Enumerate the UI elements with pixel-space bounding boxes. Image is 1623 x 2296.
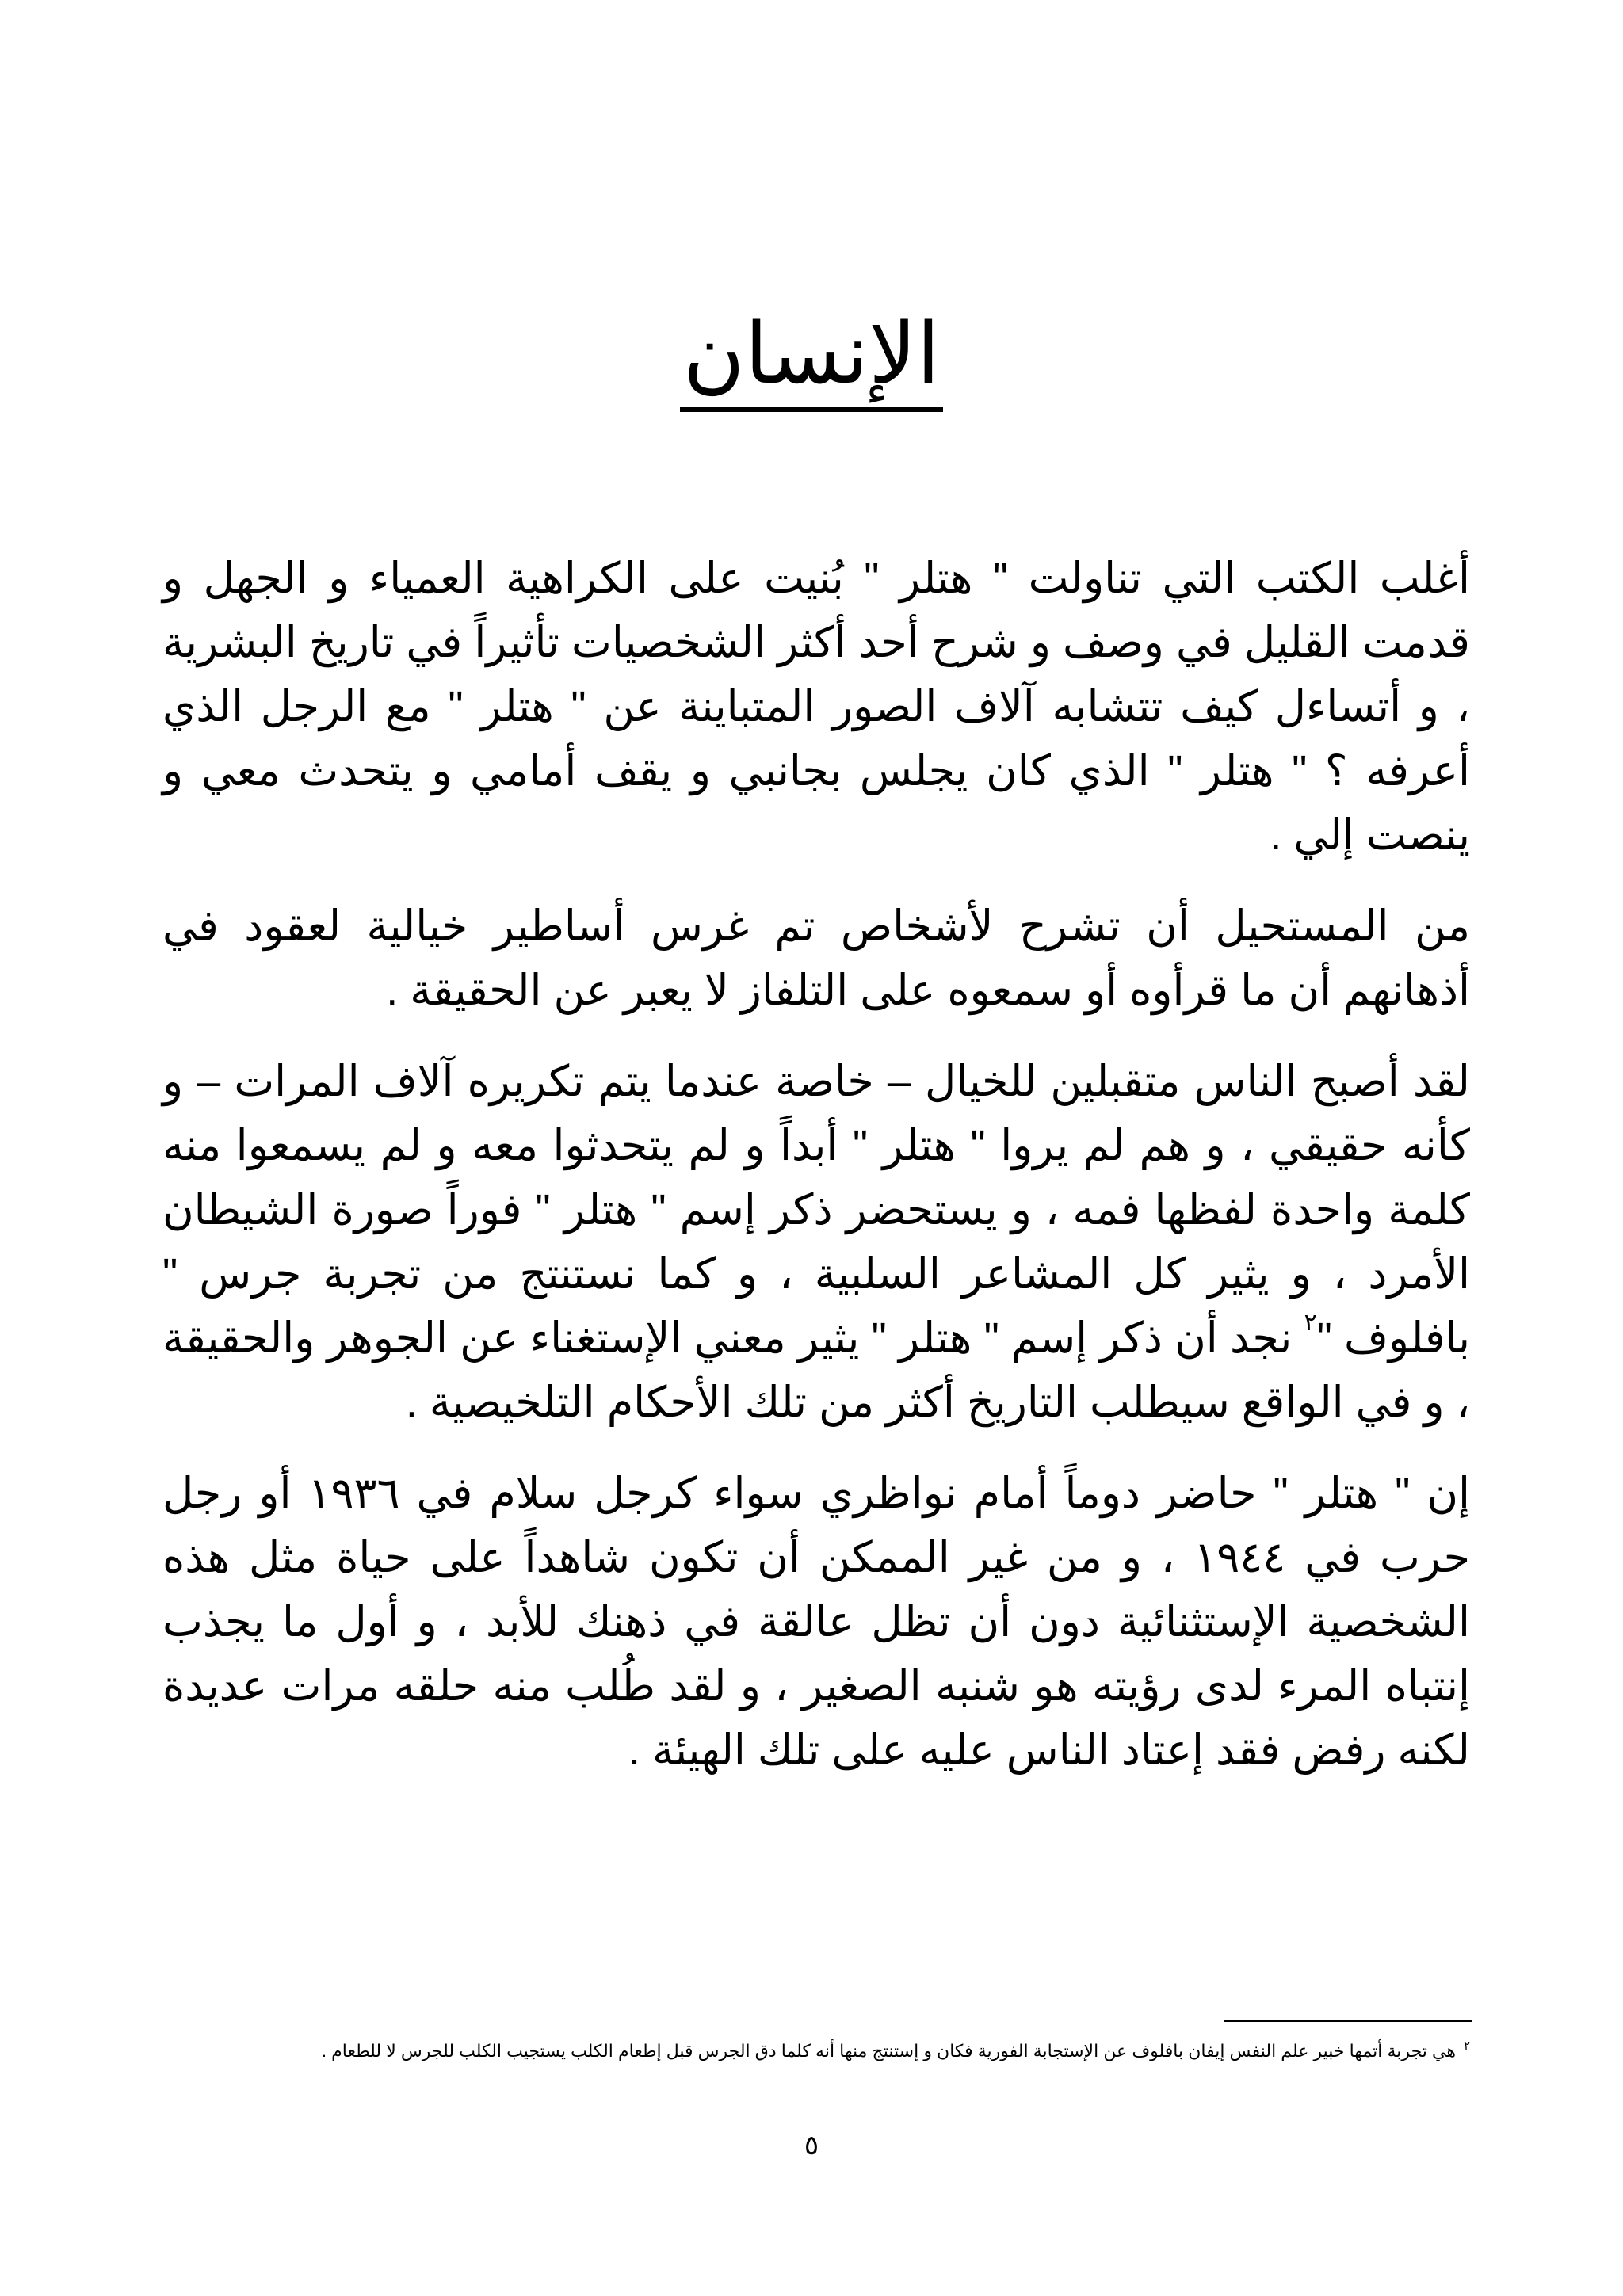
paragraph-3-text-end: نجد أن ذكر إسم " هتلر " يثير معني الإستغناء عن الجوهر والحقيقة ، و في الواقع سيطلب التاريخ أكثر من تلك الأحكام التلخيصية . [162, 1314, 1470, 1426]
page-title-text: الإنسان [680, 307, 943, 412]
footnote-reference: ٢ [1304, 1310, 1317, 1336]
paragraph-3 [162, 1050, 1470, 1435]
body-text [162, 547, 1470, 1810]
footnote-text: هي تجربة أتمها خبير علم النفس إيفان بافلوف عن الإستجابة الفورية فكان و إستنتج منها أنه كلما دق الجرس قبل إطعام الكلب يستجيب الكلب للجرس لا للطعام . [321, 2041, 1456, 2061]
page-number: ٥ [804, 2130, 819, 2161]
footnote [162, 2033, 1470, 2065]
footnote-separator [1224, 2020, 1472, 2022]
paragraph-4: إن " هتلر " حاضر دوماً أمام نواظري سواء كرجل سلام في ١٩٣٦ أو رجل حرب في ١٩٤٤ ، و من غير الممكن أن تكون شاهداً على حياة مثل هذه الشخصية الإستثنائية دون أن تظل عالقة في ذهنك للأبد ، و أول ما يجذب إنتباه المرء لدى رؤيته هو شنبه الصغير ، و لقد طُلب منه حلقه مرات عديدة لكنه رفض فقد إعتاد الناس عليه على تلك الهيئة . [162, 1470, 1470, 1774]
page-title [0, 299, 1623, 412]
paragraph-1: أغلب الكتب التي تناولت " هتلر " بُنيت على الكراهية العمياء و الجهل و قدمت القليل في وصف و شرح أحد أكثر الشخصيات تأثيراً في تاريخ البشرية ، و أتساءل كيف تتشابه آلاف الصور المتباينة عن " هتلر " مع الرجل الذي أعرفه ؟ " هتلر " الذي كان يجلس بجانبي و يقف أمامي و يتحدث معي و ينصت إلي . [162, 555, 1470, 859]
paragraph-3-text-start: لقد أصبح الناس متقبلين للخيال – خاصة عندما يتم تكريره آلاف المرات – و كأنه حقيقي ، و هم لم يروا " هتلر " أبداً و لم يتحدثوا معه و لم يسمعوا منه كلمة واحدة لفظها فمه ، و يستحضر ذكر إسم " هتلر " فوراً صورة الشيطان الأمرد ، و يثير كل المشاعر السلبية ، و كما نستنتج من تجربة جرس " بافلوف " [162, 1058, 1471, 1362]
paragraph-2: من المستحيل أن تشرح لأشخاص تم غرس أساطير خيالية لعقود في أذهانهم أن ما قرأوه أو سمعوه على التلفاز لا يعبر عن الحقيقة . [162, 902, 1470, 1014]
footnote-mark: ٢ [1463, 2039, 1470, 2053]
